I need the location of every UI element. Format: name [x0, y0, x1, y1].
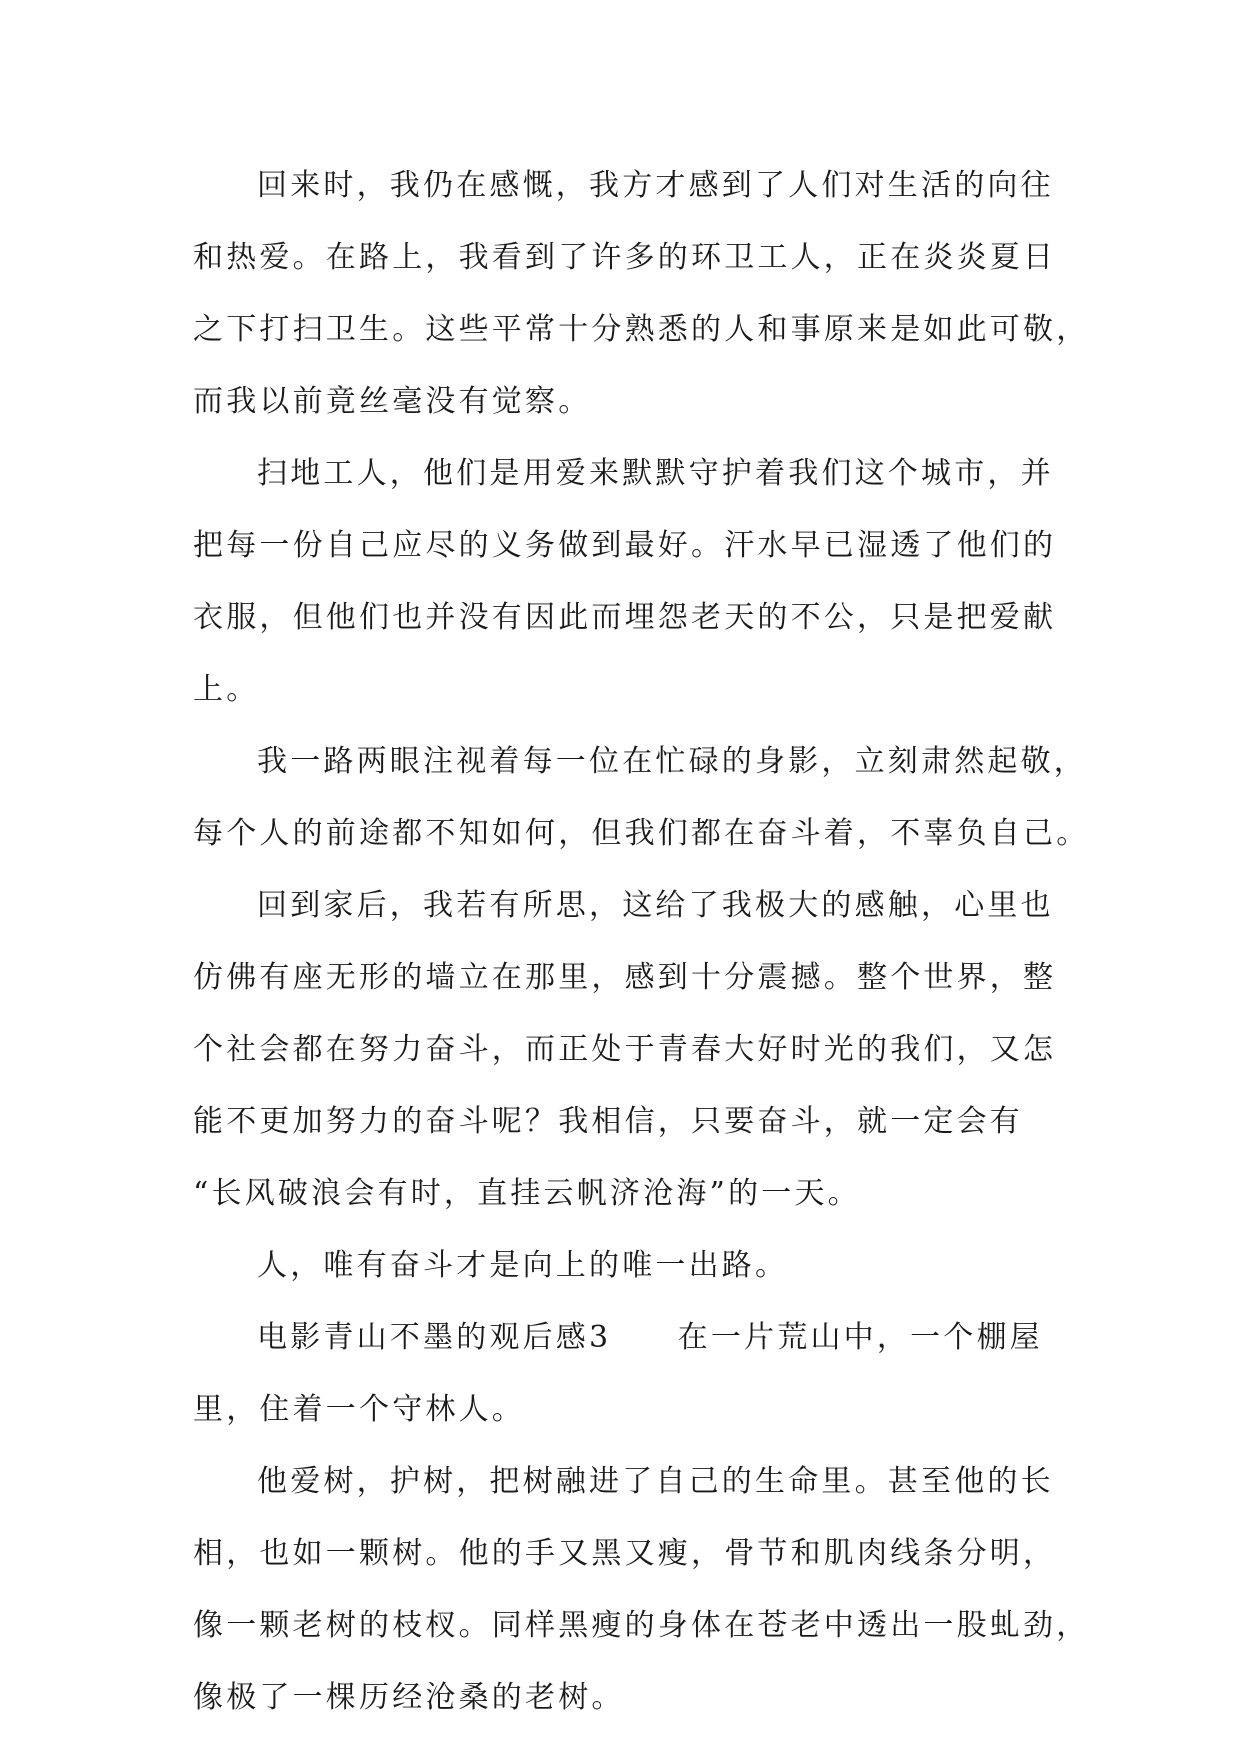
text-line: 电影青山不墨的观后感3 在一片荒山中，一个棚屋	[257, 1320, 1043, 1355]
text-line: 里，住着一个守林人。	[193, 1392, 525, 1427]
text-line: 回来时，我仍在感慨，我方才感到了人们对生活的向往	[257, 168, 1054, 203]
text-line: 而我以前竟丝毫没有觉察。	[193, 384, 592, 419]
text-line: 扫地工人，他们是用爱来默默守护着我们这个城市，并	[257, 456, 1054, 491]
text-line: 能不更加努力的奋斗呢？我相信，只要奋斗，就一定会有	[193, 1104, 1023, 1139]
text-line: 回到家后，我若有所思，这给了我极大的感触，心里也	[257, 888, 1054, 923]
text-line: 和热爱。在路上，我看到了许多的环卫工人，正在炎炎夏日	[193, 240, 1057, 275]
text-line: 上。	[193, 672, 260, 707]
text-line: “长风破浪会有时，直挂云帆济沧海”的一天。	[193, 1176, 861, 1211]
text-line: 个社会都在努力奋斗，而正处于青春大好时光的我们，又怎	[193, 1032, 1057, 1067]
text-line: 相，也如一颗树。他的手又黑又瘦，骨节和肌肉线条分明，	[193, 1536, 1057, 1571]
text-line: 之下打扫卫生。这些平常十分熟悉的人和事原来是如此可敬，	[193, 312, 1090, 347]
text-line: 像极了一棵历经沧桑的老树。	[193, 1680, 625, 1715]
text-line: 人，唯有奋斗才是向上的唯一出路。	[257, 1248, 789, 1283]
text-line: 衣服，但他们也并没有因此而埋怨老天的不公，只是把爱献	[193, 600, 1057, 635]
text-line: 仿佛有座无形的墙立在那里，感到十分震撼。整个世界，整	[193, 960, 1057, 995]
text-line: 我一路两眼注视着每一位在忙碌的身影，立刻肃然起敬，	[257, 744, 1087, 779]
text-line: 每个人的前途都不知如何，但我们都在奋斗着，不辜负自己。	[193, 816, 1090, 851]
text-line: 他爱树，护树，把树融进了自己的生命里。甚至他的长	[257, 1464, 1054, 1499]
text-line: 像一颗老树的枝杈。同样黑瘦的身体在苍老中透出一股虬劲，	[193, 1608, 1090, 1643]
text-line: 把每一份自己应尽的义务做到最好。汗水早已湿透了他们的	[193, 528, 1057, 563]
